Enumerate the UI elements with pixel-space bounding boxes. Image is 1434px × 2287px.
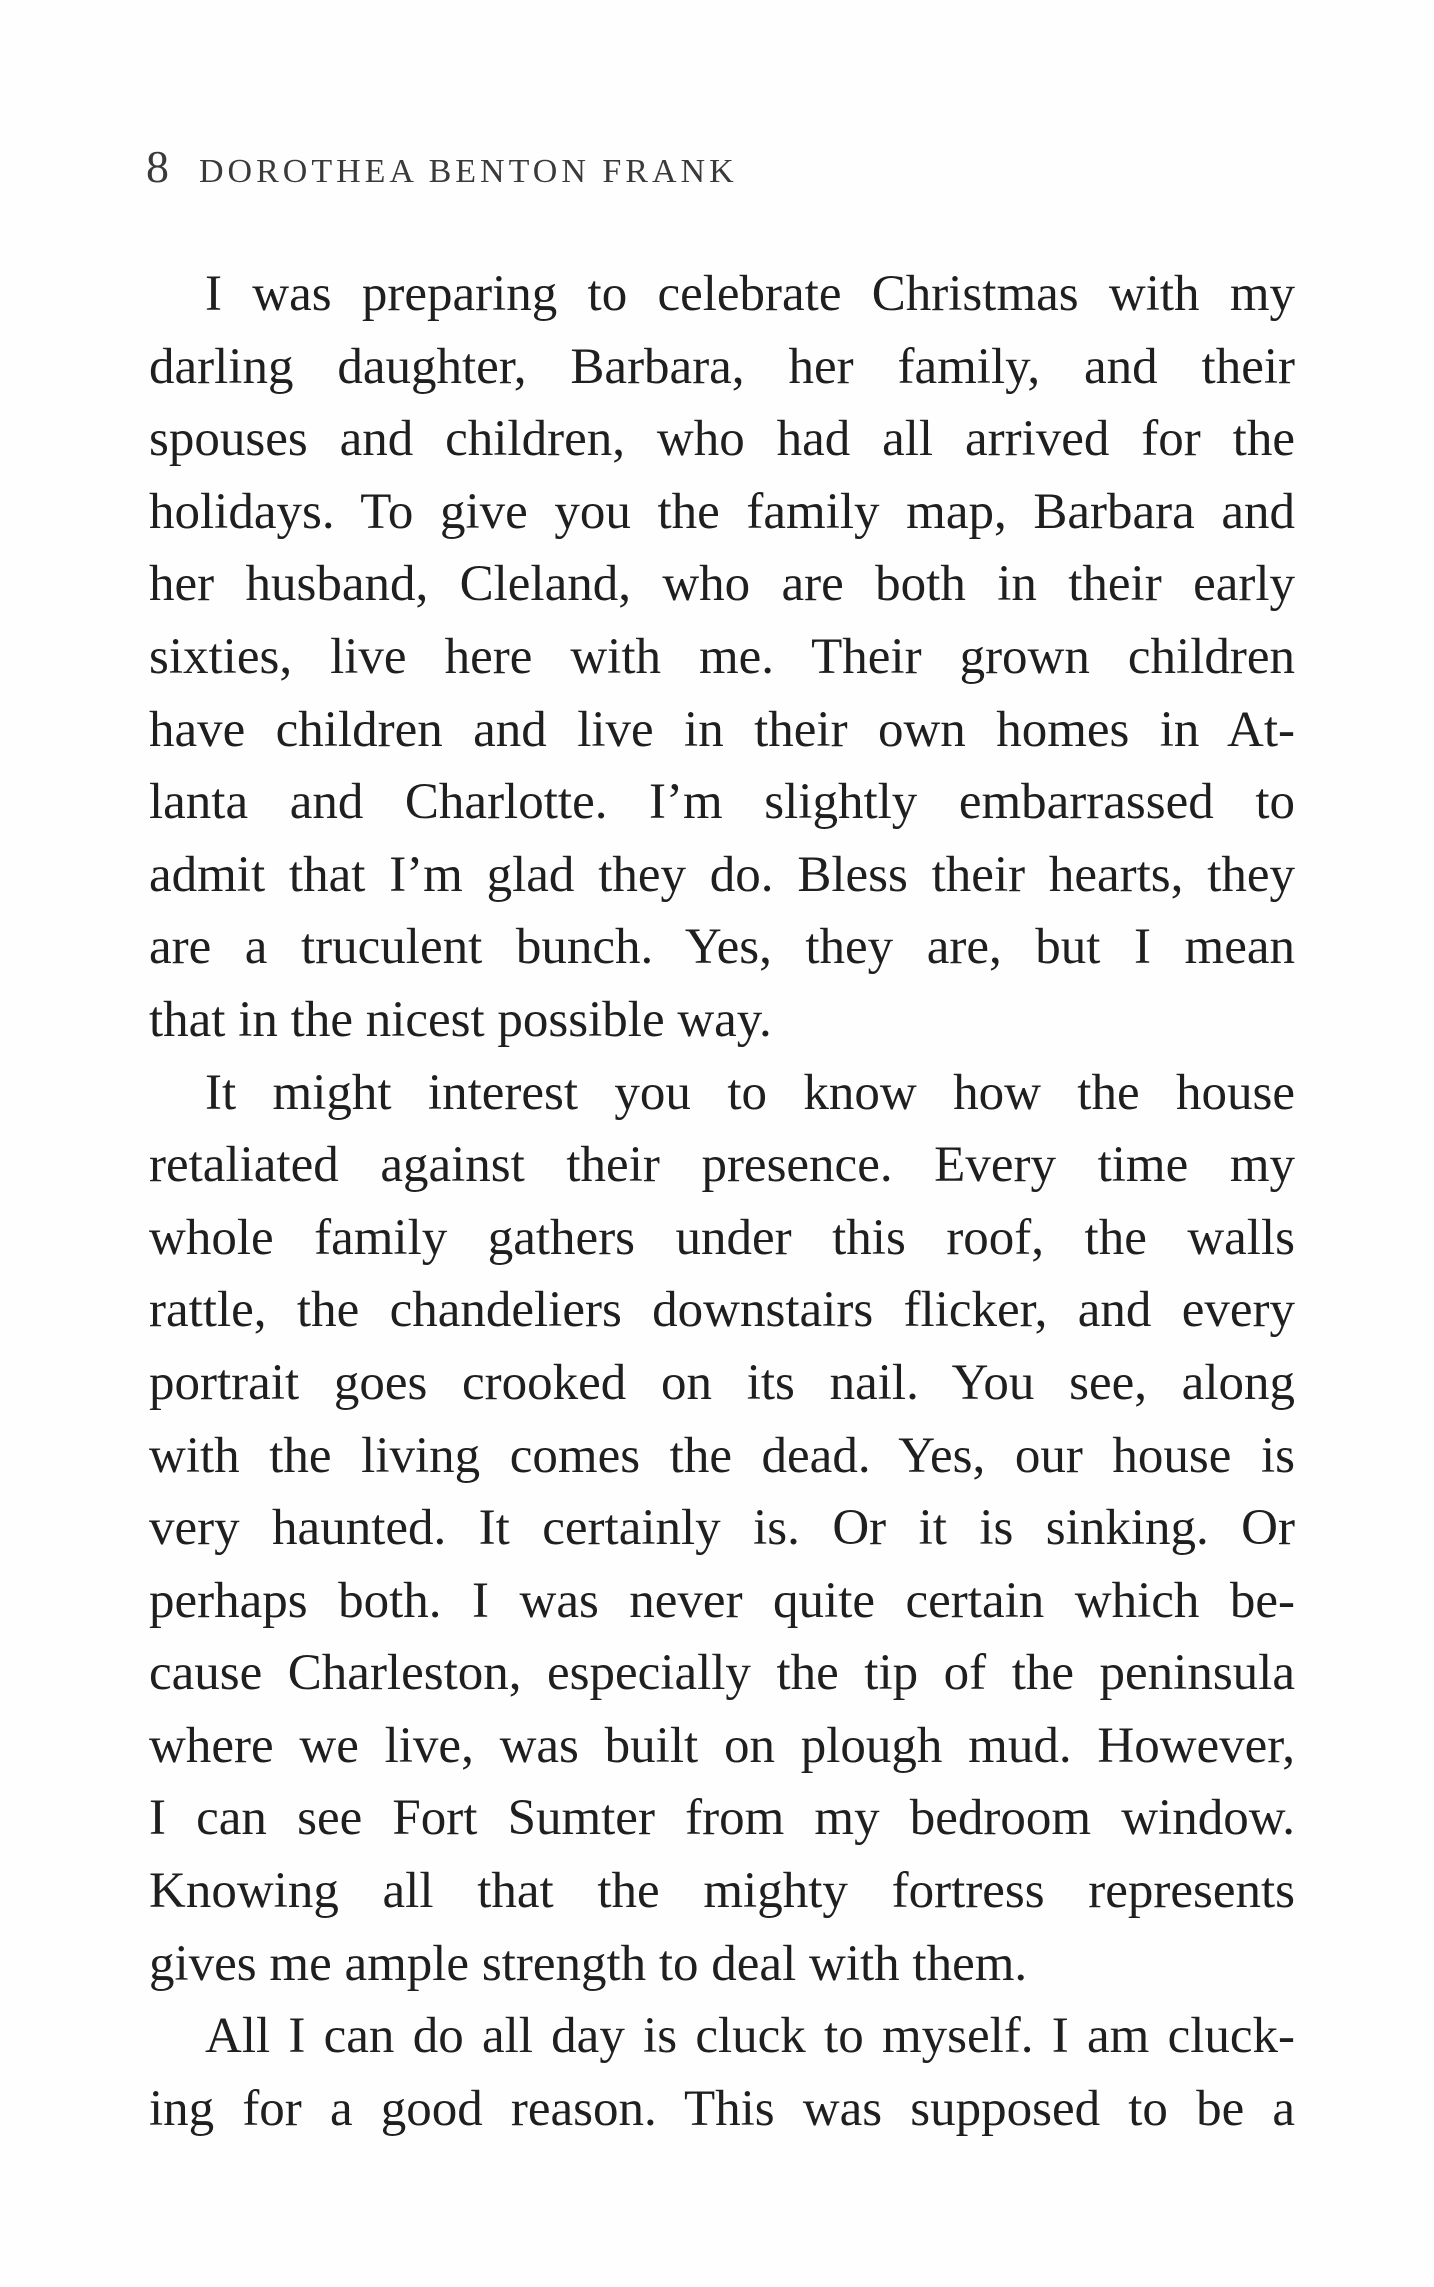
text-line: I was preparing to celebrate Christmas with my [205,266,1295,322]
text-line: It might interest you to know how the house [205,1064,1295,1121]
running-head-author: DOROTHEA BENTON FRANK [199,153,738,190]
text-line: very haunted. It certainly is. Or it is sinking. Or [149,1500,1295,1557]
text-line: where we live, was built on plough mud. However, [149,1717,1295,1774]
text-line: with the living comes the dead. Yes, our house is [149,1427,1295,1484]
text-line: rattle, the chandeliers downstairs flicker, and every [149,1282,1295,1339]
text-line: gives me ample strength to deal with them. [149,1935,1028,1992]
text-line: spouses and children, who had all arrived for the [149,411,1295,468]
text-line: cause Charleston, especially the tip of the peninsula [149,1645,1295,1702]
text-line: Knowing all that the mighty fortress represents [149,1863,1295,1920]
text-line: lanta and Charlotte. I’m slightly embarrassed to [149,774,1295,831]
text-line: I can see Fort Sumter from my bedroom window. [149,1790,1295,1847]
page-number: 8 [146,141,169,192]
text-line: ing for a good reason. This was supposed to be a [149,2080,1295,2137]
text-line: portrait goes crooked on its nail. You see, along [149,1354,1295,1411]
text-line: darling daughter, Barbara, her family, and their [149,338,1295,395]
text-line: admit that I’m glad they do. Bless their hearts, they [149,846,1295,903]
text-line: are a truculent bunch. Yes, they are, but I mean [149,919,1295,976]
text-line: retaliated against their presence. Every time my [149,1137,1295,1194]
body-text [149,258,1295,2145]
text-line: perhaps both. I was never quite certain which be- [149,1572,1295,1629]
text-line: whole family gathers under this roof, the walls [149,1209,1295,1266]
running-head [146,140,738,190]
text-line: sixties, live here with me. Their grown children [149,628,1295,685]
text-line: that in the nicest possible way. [149,991,772,1048]
text-line: have children and live in their own homes in At- [149,701,1295,758]
text-line: All I can do all day is cluck to myself. I am cluck- [205,2008,1295,2065]
text-line: holidays. To give you the family map, Barbara and [149,483,1295,540]
text-line: her husband, Cleland, who are both in their early [149,556,1295,613]
